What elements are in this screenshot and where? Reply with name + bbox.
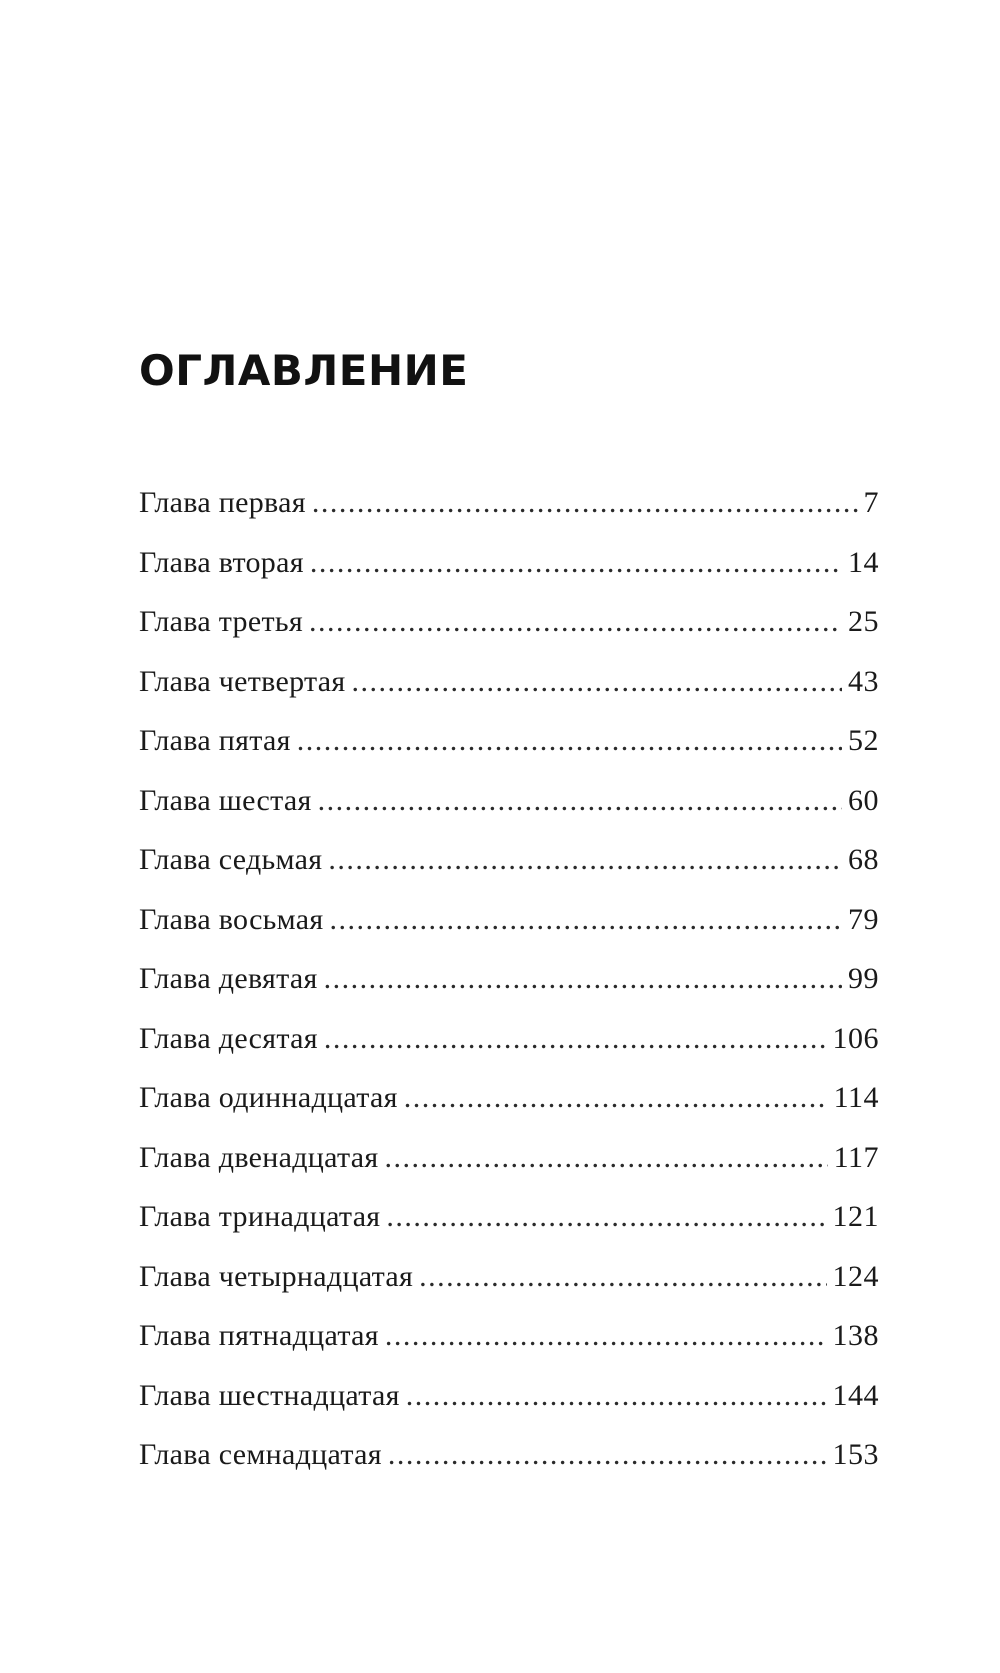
- toc-entry-title: Глава четвертая: [139, 664, 346, 698]
- toc-entry-page: 60: [848, 783, 879, 817]
- table-of-contents: [139, 486, 879, 1498]
- toc-entry-title: Глава третья: [139, 605, 303, 638]
- dot-leader: [312, 486, 858, 520]
- dot-leader: [404, 1081, 828, 1115]
- toc-entry-page: 43: [848, 664, 879, 698]
- toc-entry-title: Глава шестнадцатая: [139, 1378, 400, 1412]
- dot-leader: [384, 1141, 827, 1175]
- toc-entry: [139, 962, 879, 1022]
- dot-leader: [329, 903, 842, 937]
- toc-entry: [139, 1438, 879, 1498]
- toc-entry-page: 79: [848, 902, 879, 936]
- dot-leader: [324, 962, 842, 996]
- toc-entry-page: 25: [848, 605, 879, 638]
- toc-entry-page: 7: [863, 486, 879, 519]
- toc-entry: [139, 605, 879, 665]
- dot-leader: [309, 605, 842, 639]
- dot-leader: [386, 1200, 826, 1234]
- toc-entry: [139, 1379, 879, 1439]
- toc-entry-page: 114: [833, 1081, 879, 1114]
- toc-entry-page: 153: [832, 1438, 879, 1471]
- toc-entry: [139, 784, 879, 844]
- page-title: ОГЛАВЛЕНИЕ: [139, 346, 469, 395]
- dot-leader: [388, 1438, 827, 1472]
- dot-leader: [406, 1379, 827, 1413]
- toc-entry: [139, 665, 879, 725]
- toc-entry-title: Глава седьмая: [139, 843, 323, 876]
- toc-entry-title: Глава четырнадцатая: [139, 1259, 414, 1293]
- dot-leader: [297, 724, 842, 758]
- toc-entry: [139, 546, 879, 606]
- toc-entry-title: Глава первая: [139, 486, 306, 519]
- dot-leader: [351, 665, 842, 699]
- toc-entry-page: 121: [832, 1200, 879, 1233]
- toc-entry-page: 14: [848, 545, 879, 579]
- toc-entry-title: Глава вторая: [139, 545, 304, 579]
- toc-entry-title: Глава восьмая: [139, 902, 324, 936]
- dot-leader: [419, 1260, 826, 1294]
- toc-entry: [139, 1022, 879, 1082]
- toc-entry-title: Глава пятнадцатая: [139, 1319, 379, 1352]
- dot-leader: [328, 843, 842, 877]
- toc-entry-title: Глава десятая: [139, 1021, 318, 1055]
- toc-entry-title: Глава одиннадцатая: [139, 1081, 398, 1114]
- toc-entry-page: 52: [848, 724, 879, 757]
- dot-leader: [324, 1022, 827, 1056]
- toc-entry-title: Глава шестая: [139, 783, 312, 817]
- toc-entry-page: 144: [832, 1378, 879, 1412]
- dot-leader: [310, 546, 842, 580]
- toc-entry-page: 68: [848, 843, 879, 876]
- toc-entry: [139, 1141, 879, 1201]
- toc-entry: [139, 1081, 879, 1141]
- toc-entry-page: 117: [833, 1140, 879, 1174]
- toc-entry: [139, 843, 879, 903]
- toc-entry-page: 138: [832, 1319, 879, 1352]
- toc-entry: [139, 486, 879, 546]
- toc-entry-title: Глава семнадцатая: [139, 1438, 382, 1471]
- dot-leader: [318, 784, 842, 818]
- toc-entry-page: 99: [848, 962, 879, 995]
- toc-entry-title: Глава девятая: [139, 962, 318, 995]
- toc-entry: [139, 1200, 879, 1260]
- toc-entry: [139, 1260, 879, 1320]
- dot-leader: [385, 1319, 827, 1353]
- toc-entry-page: 106: [832, 1021, 879, 1055]
- toc-entry: [139, 1319, 879, 1379]
- toc-entry: [139, 724, 879, 784]
- toc-entry-title: Глава пятая: [139, 724, 291, 757]
- toc-entry-page: 124: [832, 1259, 879, 1293]
- toc-entry-title: Глава тринадцатая: [139, 1200, 381, 1233]
- toc-entry-title: Глава двенадцатая: [139, 1140, 379, 1174]
- toc-entry: [139, 903, 879, 963]
